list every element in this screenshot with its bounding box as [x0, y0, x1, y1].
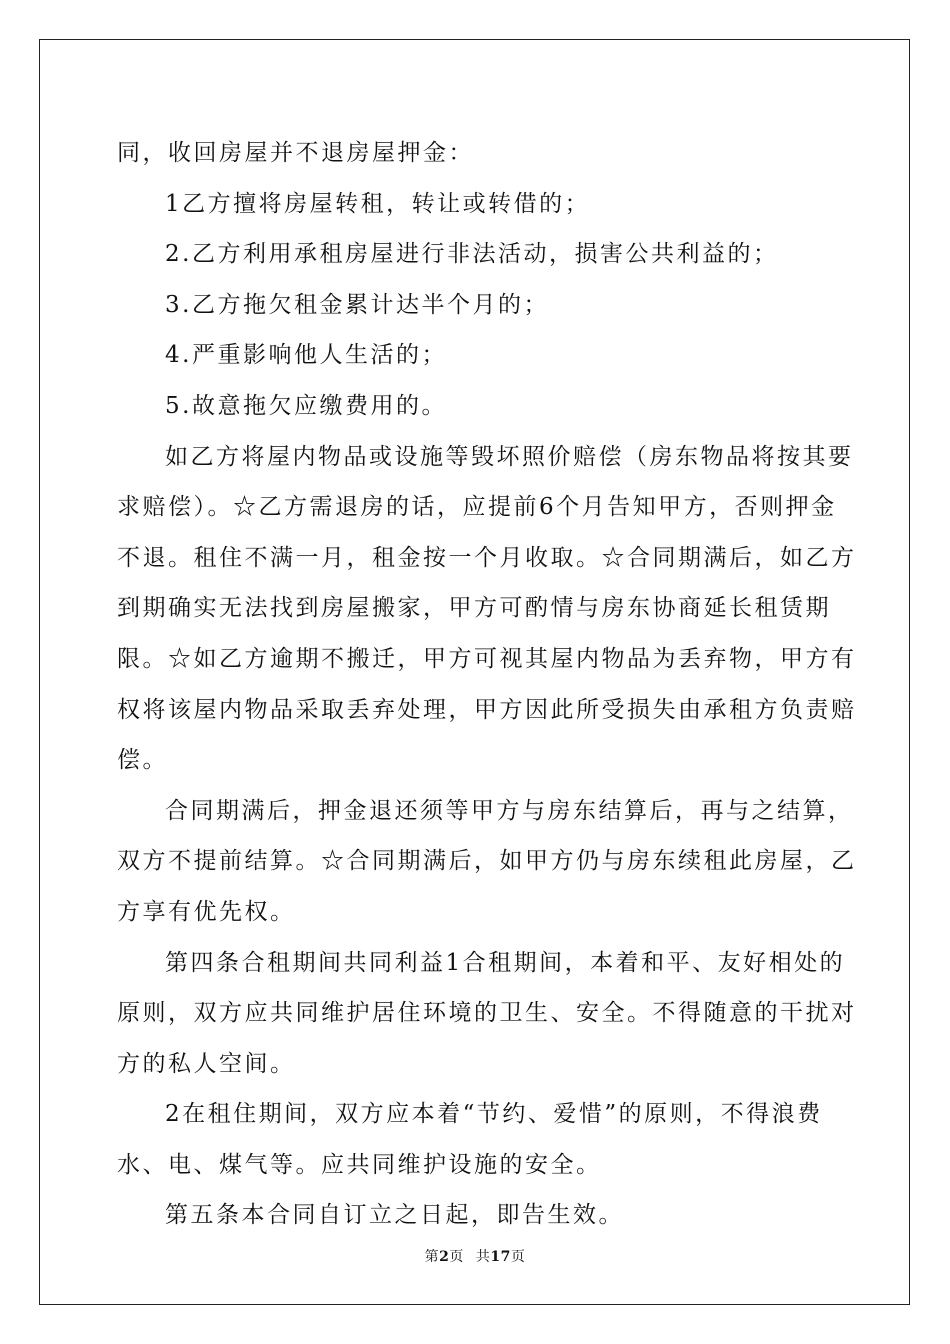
paragraph-4: 3.乙方拖欠租金累计达半个月的； — [165, 291, 549, 318]
page-prefix: 第 — [424, 1249, 440, 1265]
paragraph-3: 2.乙方利用承租房屋进行非法活动，损害公共利益的； — [165, 241, 779, 268]
paragraph-10: 2在租住期间，双方应本着“节约、爱惜”的原则，不得浪费水、电、煤气等。应共同维护设施的安全。 — [117, 1101, 823, 1178]
document-body — [117, 128, 862, 1241]
total-suffix: 页 — [510, 1249, 526, 1265]
total-pages: 17 — [490, 1249, 511, 1265]
paragraph-7: 如乙方将屋内物品或设施等毁坏照价赔偿（房东物品将按其要求赔偿）。☆乙方需退房的话，应提前6个月告知甲方，否则押金不退。租住不满一月，租金按一个月收取。☆合同期满后，如乙方到期确实无法找到房屋搬家，甲方可酌情与房东协商延长租赁期限。☆如乙方逾期不搬迁，甲方可视其屋内物品为丢弃物，甲方有权将该屋内物品采取丢弃处理，甲方因此所受损失由承租方负责赔偿。 — [117, 443, 857, 774]
paragraph-6: 5.故意拖欠应缴费用的。 — [165, 392, 447, 419]
paragraph-1: 同，收回房屋并不退房屋押金： — [117, 140, 474, 166]
paragraph-9: 第四条合租期间共同利益1合租期间，本着和平、友好相处的原则，双方应共同维护居住环境的卫生、安全。不得随意的干扰对方的私人空间。 — [117, 949, 857, 1077]
page-number: 2 — [439, 1249, 450, 1265]
paragraph-5: 4.严重影响他人生活的； — [165, 342, 447, 369]
total-prefix: 共 — [475, 1249, 491, 1265]
page-suffix: 页 — [449, 1249, 464, 1265]
page-footer — [0, 1246, 950, 1266]
paragraph-8: 合同期满后，押金退还须等甲方与房东结算后，再与之结算，双方不提前结算。☆合同期满后，如甲方仍与房东续租此房屋，乙方享有优先权。 — [117, 797, 857, 925]
paragraph-2: 1乙方擅将房屋转租，转让或转借的； — [165, 190, 591, 217]
paragraph-11: 第五条本合同自订立之日起，即告生效。 — [165, 1202, 624, 1229]
